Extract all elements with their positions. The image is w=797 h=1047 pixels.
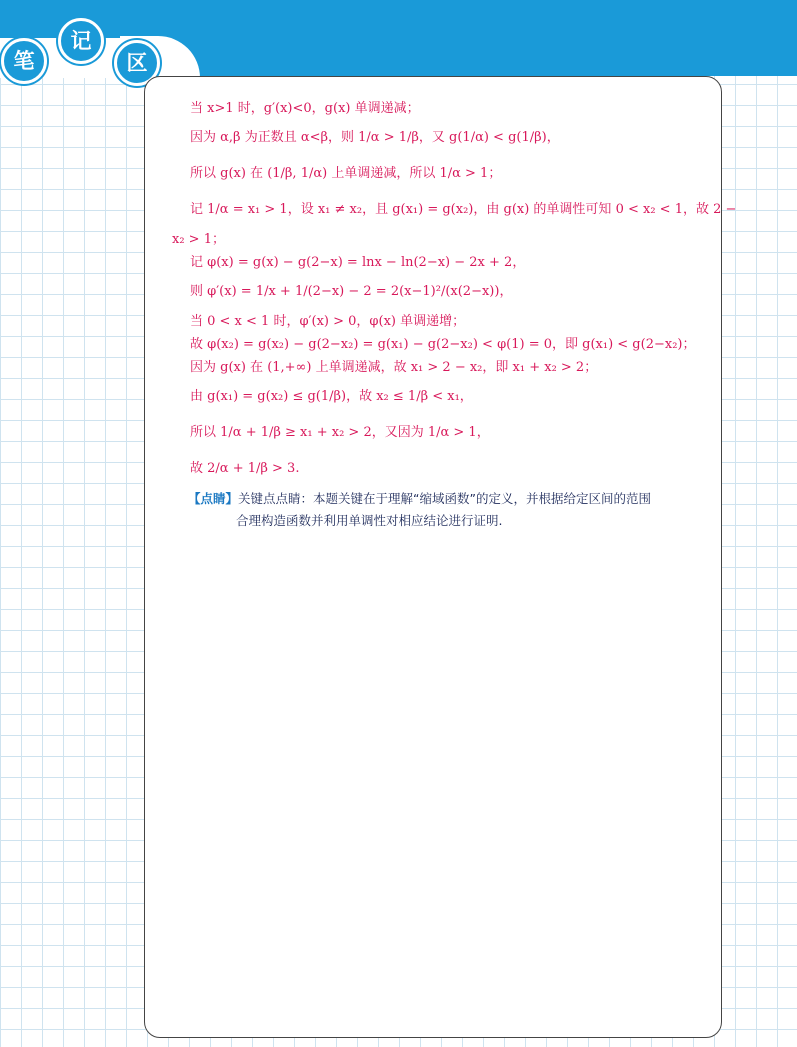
solution-line: 所以 1/α + 1/β ≥ x₁ + x₂ > 2，又因为 1/α > 1， xyxy=(190,425,490,440)
solution-line: 因为 g(x) 在 (1,+∞) 上单调递减，故 x₁ > 2 − x₂，即 x₁ + x₂ > 2； xyxy=(190,360,598,375)
notes-badge-3: 区 xyxy=(114,40,160,86)
solution-line: 则 φ′(x) = 1/x + 1/(2−x) − 2 = 2(x−1)²/(x(2−x))， xyxy=(190,284,513,299)
note-line-2: 合理构造函数并利用单调性对相应结论进行证明. xyxy=(236,513,503,528)
note-tag: 【点睛】 xyxy=(188,491,239,506)
solution-line: x₂ > 1； xyxy=(172,232,225,247)
solution-line: 由 g(x₁) = g(x₂) ≤ g(1/β)，故 x₂ ≤ 1/β < x₁， xyxy=(190,389,473,404)
solution-block xyxy=(172,97,737,487)
notes-badge-1: 笔 xyxy=(1,38,47,84)
solution-line: 所以 g(x) 在 (1/β, 1/α) 上单调递减，所以 1/α > 1； xyxy=(190,166,502,181)
solution-line: 当 0 < x < 1 时，φ′(x) > 0，φ(x) 单调递增； xyxy=(190,314,466,329)
notes-badge-2: 记 xyxy=(58,18,104,64)
solution-line: 故 φ(x₂) = g(x₂) − g(2−x₂) = g(x₁) − g(2−x₂) < φ(1) = 0，即 g(x₁) < g(2−x₂)； xyxy=(190,337,696,352)
solution-line: 因为 α,β 为正数且 α<β，则 1/α > 1/β，又 g(1/α) < g(1/β)， xyxy=(190,130,560,145)
solution-line: 当 x>1 时，g′(x)<0，g(x) 单调递减； xyxy=(190,101,420,116)
note-line-1: 关键点点睛：本题关键在于理解“缩域函数”的定义，并根据给定区间的范围 xyxy=(238,491,651,506)
solution-line: 记 φ(x) = g(x) − g(2−x) = lnx − ln(2−x) − 2x + 2， xyxy=(190,255,526,270)
key-point-note xyxy=(188,488,700,532)
solution-line: 记 1/α = x₁ > 1，设 x₁ ≠ x₂，且 g(x₁) = g(x₂)，由 g(x) 的单调性可知 0 < x₂ < 1，故 2 − xyxy=(190,202,737,217)
solution-line: 故 2/α + 1/β > 3. xyxy=(190,461,300,476)
